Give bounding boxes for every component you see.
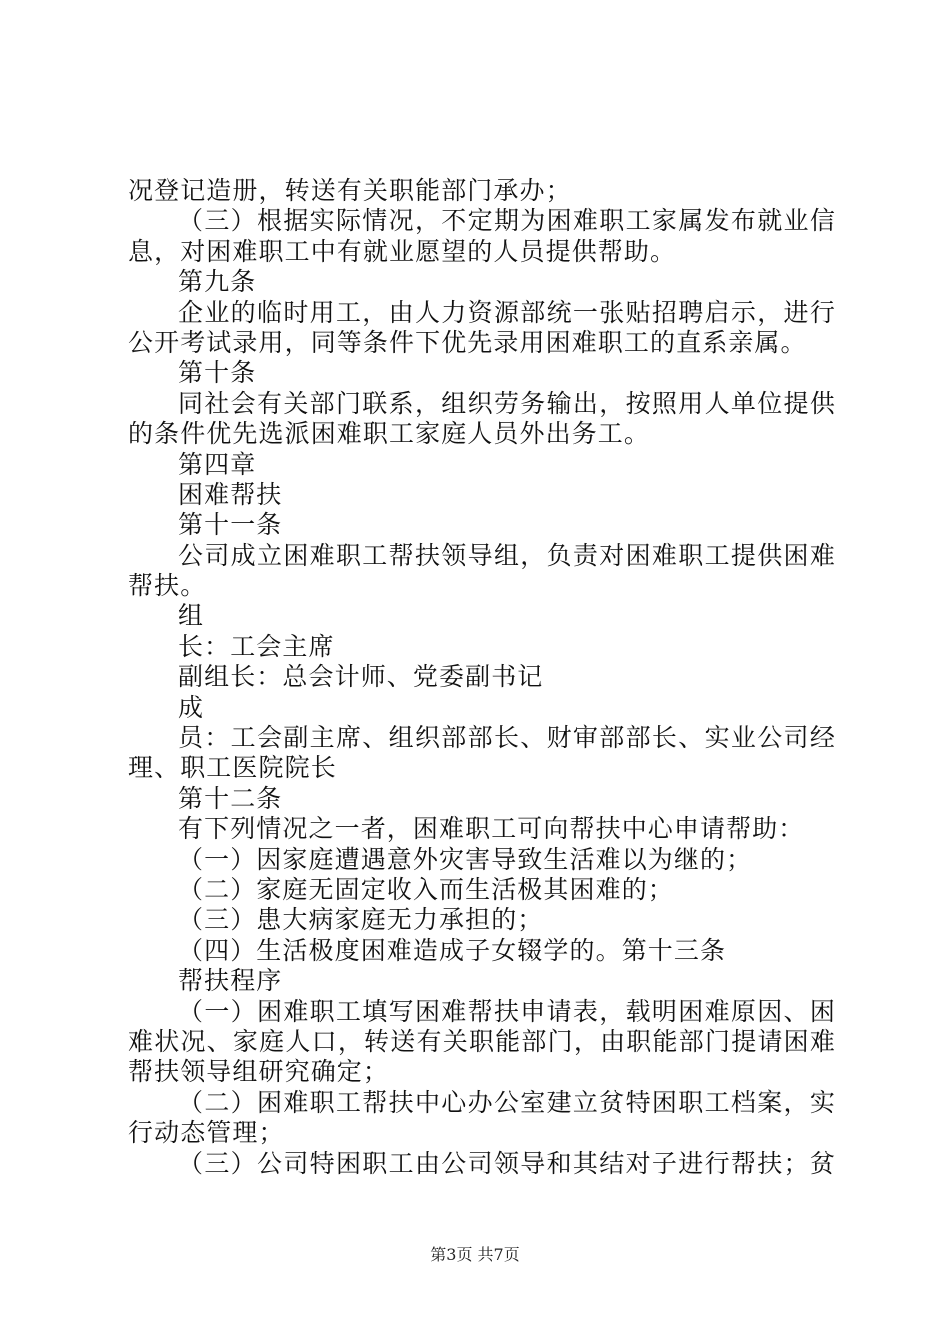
text-line: 的条件优先选派困难职工家庭人员外出务工。 xyxy=(128,419,651,449)
text-line: （二）家庭无固定收入而生活极其困难的； xyxy=(178,874,674,904)
text-line: 帮扶领导组研究确定； xyxy=(128,1057,390,1087)
text-line: 长：工会主席 xyxy=(178,631,335,661)
document-body xyxy=(128,176,836,1179)
text-line: 企业的临时用工，由人力资源部统一张贴招聘启示，进行 xyxy=(178,297,836,327)
text-line: 公开考试录用，同等条件下优先录用困难职工的直系亲属。 xyxy=(128,327,807,357)
chapter-heading: 第四章 xyxy=(178,449,257,479)
text-line: （四）生活极度困难造成子女辍学的。第十三条 xyxy=(178,935,727,965)
text-line: 公司成立困难职工帮扶领导组，负责对困难职工提供困难 xyxy=(178,540,836,570)
text-line: 同社会有关部门联系，组织劳务输出，按照用人单位提供 xyxy=(178,388,836,418)
text-line: （三）患大病家庭无力承担的； xyxy=(178,905,544,935)
article-heading: 第十二条 xyxy=(178,783,283,813)
text-line: 有下列情况之一者，困难职工可向帮扶中心申请帮助： xyxy=(178,814,805,844)
article-heading: 第十一条 xyxy=(178,510,283,540)
text-line: 行动态管理； xyxy=(128,1118,285,1148)
text-line: 息，对困难职工中有就业愿望的人员提供帮助。 xyxy=(128,236,677,266)
text-line: 难状况、家庭人口，转送有关职能部门，由职能部门提请困难 xyxy=(128,1026,836,1056)
text-line: 组 xyxy=(178,601,205,631)
section-title: 帮扶程序 xyxy=(178,966,283,996)
article-heading: 第十条 xyxy=(178,358,257,388)
text-line: 况登记造册，转送有关职能部门承办； xyxy=(128,176,572,205)
text-line: 帮扶。 xyxy=(128,571,207,601)
text-line: （三）根据实际情况，不定期为困难职工家属发布就业信 xyxy=(178,206,836,236)
text-line: （一）困难职工填写困难帮扶申请表，载明困难原因、困 xyxy=(178,996,836,1026)
text-line: 副组长：总会计师、党委副书记 xyxy=(178,662,544,692)
text-line: 员：工会副主席、组织部部长、财审部部长、实业公司经 xyxy=(178,723,836,753)
text-line: （一）因家庭遭遇意外灾害导致生活难以为继的； xyxy=(178,844,753,874)
article-heading: 第九条 xyxy=(178,267,257,297)
page-number-footer: 第3页 共7页 xyxy=(430,1245,520,1264)
text-line: （三）公司特困职工由公司领导和其结对子进行帮扶；贫 xyxy=(178,1148,836,1178)
text-line: （二）困难职工帮扶中心办公室建立贫特困职工档案，实 xyxy=(178,1087,836,1117)
text-line: 成 xyxy=(178,692,205,722)
chapter-title: 困难帮扶 xyxy=(178,479,283,509)
text-line: 理、职工医院院长 xyxy=(128,753,337,783)
